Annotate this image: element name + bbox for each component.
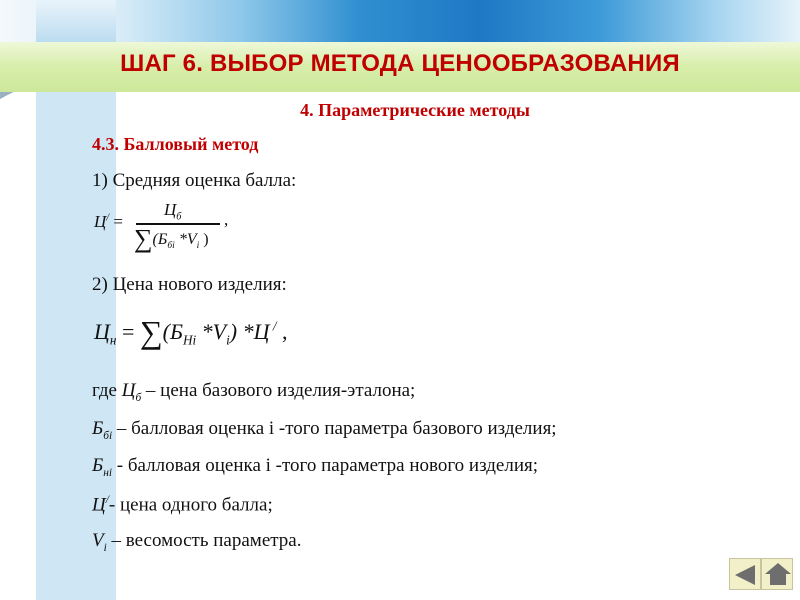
formula1-eq: =: [109, 212, 123, 231]
formula2-sigma: ∑: [139, 314, 163, 350]
home-button[interactable]: [761, 558, 793, 590]
formula1-lhs-main: Ц: [94, 212, 107, 231]
definition-text: – балловая оценка i -того параметра базового изделия;: [112, 418, 557, 439]
item-2-label: 2) Цена нового изделия:: [92, 274, 287, 295]
formula2-sup: /: [269, 318, 277, 334]
formula2-eq: =: [116, 319, 140, 344]
slide-title: ШАГ 6. ВЫБОР МЕТОДА ЦЕНООБРАЗОВАНИЯ: [120, 50, 680, 77]
back-button[interactable]: [729, 558, 761, 590]
formula2-comma: ,: [276, 319, 288, 344]
section-heading: 4.3. Балловый метод: [92, 134, 259, 154]
definition-prefix: где: [92, 380, 122, 401]
formula1-den-open: (Б: [152, 231, 168, 248]
formula2-sub-hi: Hi: [182, 332, 197, 348]
formula1-num-main: Ц: [164, 200, 177, 219]
formula2-lhs-main: Ц: [94, 319, 110, 344]
definition-symbol-sup: /: [105, 494, 109, 506]
definition-base-score: [92, 418, 557, 442]
formula1-denominator: [134, 224, 209, 254]
home-icon: [765, 563, 791, 574]
definition-point-price: [92, 494, 273, 516]
slide-subtitle: 4. Параметрические методы: [300, 100, 530, 120]
definition-text: – весомость параметра.: [106, 530, 302, 551]
definition-symbol-sub: б: [135, 391, 142, 404]
definition-symbol: Ц: [92, 494, 106, 516]
definition-symbol-sub: i: [103, 541, 107, 554]
definition-symbol: Б: [92, 418, 104, 439]
left-decor-strip-top: [36, 0, 116, 42]
formula2-mid: *V: [196, 319, 227, 344]
item-1-label: 1) Средняя оценка балла:: [92, 170, 297, 191]
formula2-close: ) *Ц: [229, 319, 270, 344]
formula1-sigma: ∑: [134, 224, 153, 253]
home-icon-body: [770, 574, 786, 585]
arrow-left-icon: [735, 565, 755, 585]
definition-text: - цена одного балла;: [108, 494, 273, 516]
formula1-comma: ,: [224, 210, 229, 229]
formula2-lhs-sub: н: [109, 332, 117, 348]
definition-text: – цена базового изделия-эталона;: [141, 380, 416, 401]
definition-base-price: [92, 380, 415, 404]
formula1-lhs: [94, 212, 123, 232]
formula1-den-close: ): [199, 231, 209, 248]
definition-text: - балловая оценка i -того параметра нового изделия;: [112, 455, 539, 476]
formula2-sub-i: i: [226, 332, 230, 348]
formula1-numerator: [164, 200, 181, 222]
formula1-den-sub: бi: [167, 240, 175, 252]
definition-symbol: Б: [92, 455, 104, 476]
definition-symbol: V: [92, 530, 104, 551]
formula1-den-mid: *V: [174, 231, 197, 248]
formula2-open: (Б: [162, 319, 183, 344]
formula-new-price: [94, 314, 287, 351]
definition-new-score: [92, 455, 538, 479]
header-gradient-band: [0, 0, 800, 42]
definition-symbol-sub: бi: [103, 429, 113, 442]
definition-symbol-sub: нi: [103, 466, 113, 479]
formula1-num-sub: б: [176, 211, 182, 223]
definition-symbol: Ц: [121, 380, 136, 401]
formula1-lhs-sup: /: [106, 212, 110, 224]
formula1-den-sub2: i: [196, 240, 200, 252]
definition-weight: [92, 530, 301, 554]
